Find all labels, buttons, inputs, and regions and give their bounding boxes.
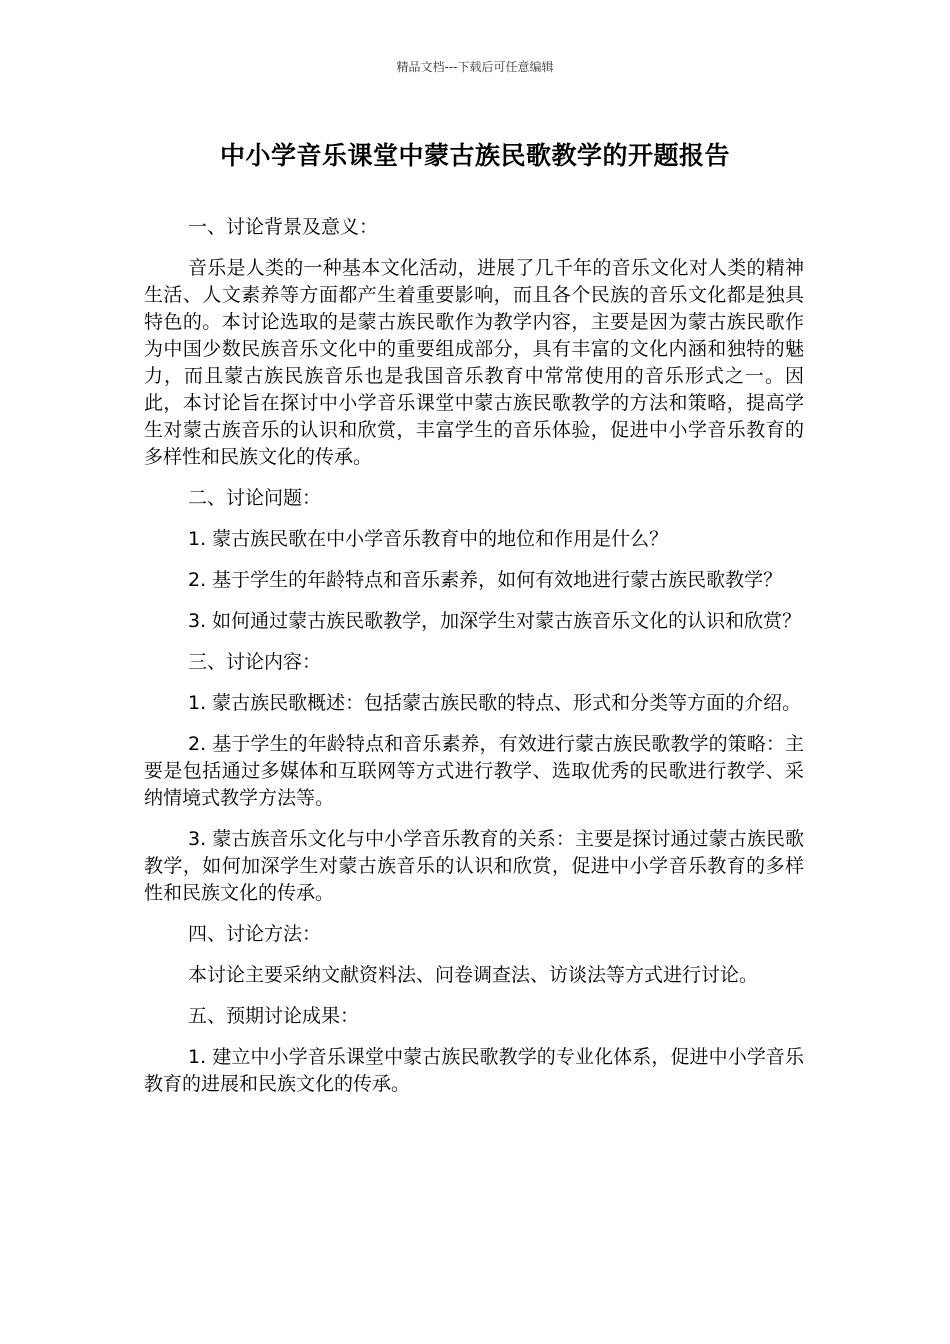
content-item-1: 1. 蒙古族民歌概述：包括蒙古族民歌的特点、形式和分类等方面的介绍。 <box>188 692 802 714</box>
document-body <box>144 214 804 1112</box>
section-heading-questions: 二、讨论问题： <box>188 487 322 509</box>
paragraph-methods: 本讨论主要采纳文献资料法、问卷调查法、访谈法等方式进行讨论。 <box>188 964 759 986</box>
question-item-2: 2. 基于学生的年龄特点和音乐素养，如何有效地进行蒙古族民歌教学？ <box>188 569 783 591</box>
section-heading-background: 一、讨论背景及意义： <box>188 216 379 238</box>
question-item-1: 1. 蒙古族民歌在中小学音乐教育中的地位和作用是什么？ <box>188 528 669 550</box>
section-heading-outcomes: 五、预期讨论成果： <box>188 1005 360 1027</box>
paragraph-background: 音乐是人类的一种基本文化活动，进展了几千年的音乐文化对人类的精神生活、人文素养等方面都产生着重要影响，而且各个民族的音乐文化都是独具特色的。本讨论选取的是蒙古族民歌作为教学内容，主要是因为蒙古族民歌作为中国少数民族音乐文化中的重要组成部分，具有丰富的文化内涵和独特的魅力，而且蒙古族民族音乐也是我国音乐教育中常常使用的音乐形式之一。因此，本讨论旨在探讨中小学音乐课堂中蒙古族民歌教学的方法和策略，提高学生对蒙古族音乐的认识和欣赏，丰富学生的音乐体验，促进中小学音乐教育的多样性和民族文化的传承。 <box>144 257 804 468</box>
header-note: 精品文档---下载后可任意编辑 <box>396 60 554 74</box>
section-heading-methods: 四、讨论方法： <box>188 923 322 945</box>
document-title: 中小学音乐课堂中蒙古族民歌教学的开题报告 <box>219 141 730 170</box>
outcome-item-1: 1. 建立中小学音乐课堂中蒙古族民歌教学的专业化体系，促进中小学音乐教育的进展和民族文化的传承。 <box>144 1046 804 1095</box>
content-item-2: 2. 基于学生的年龄特点和音乐素养，有效进行蒙古族民歌教学的策略：主要是包括通过多媒体和互联网等方式进行教学、选取优秀的民歌进行教学、采纳情境式教学方法等。 <box>144 733 804 809</box>
section-heading-content: 三、讨论内容： <box>188 651 322 673</box>
content-item-3: 3. 蒙古族音乐文化与中小学音乐教育的关系：主要是探讨通过蒙古族民歌教学，如何加深学生对蒙古族音乐的认识和欣赏，促进中小学音乐教育的多样性和民族文化的传承。 <box>144 828 804 904</box>
question-item-3: 3. 如何通过蒙古族民歌教学，加深学生对蒙古族音乐文化的认识和欣赏？ <box>188 610 802 632</box>
